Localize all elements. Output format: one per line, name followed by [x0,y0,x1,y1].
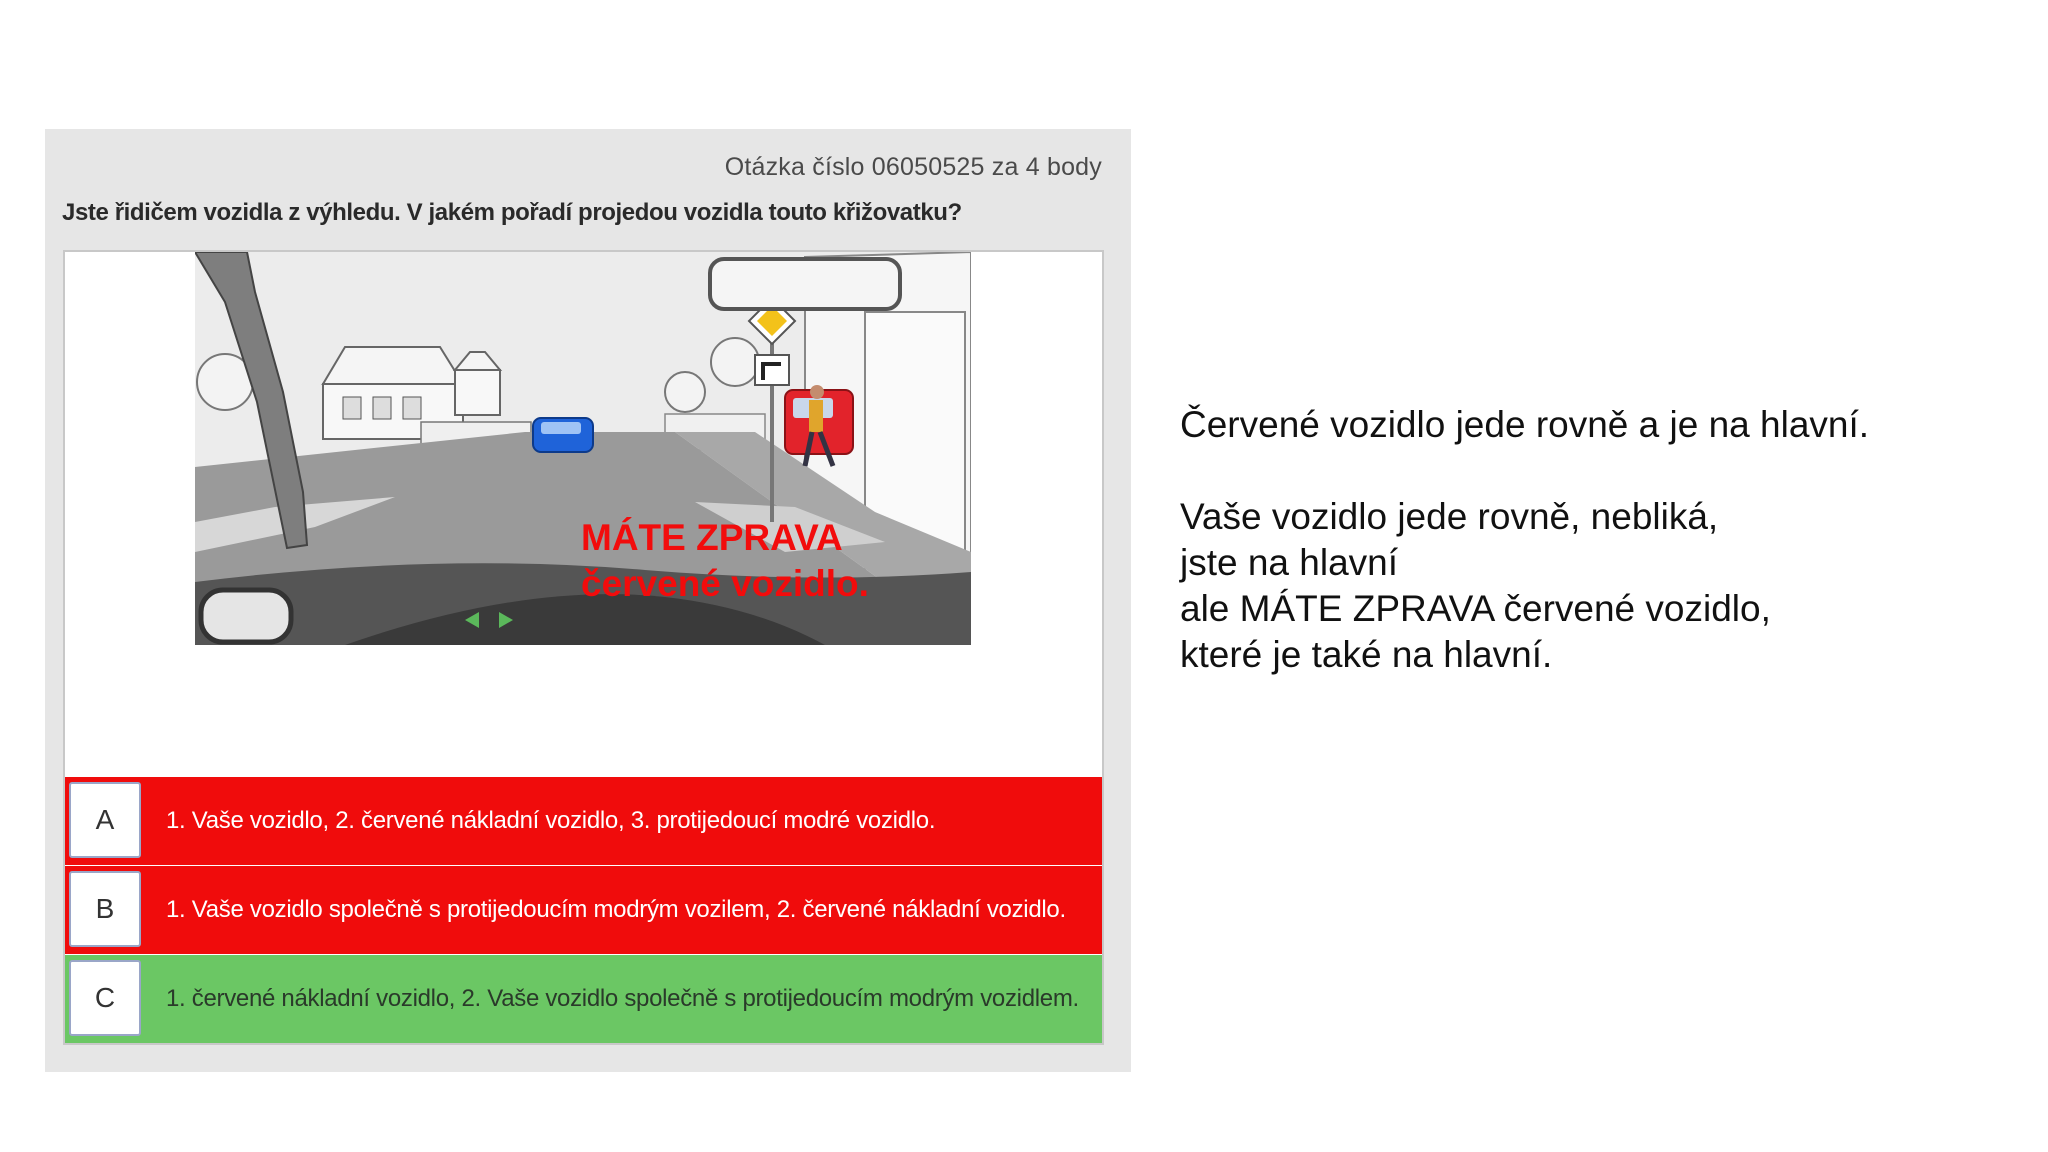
explanation-line: Vaše vozidlo jede rovně, nebliká, [1180,496,1719,537]
answer-letter[interactable]: B [69,871,141,947]
answer-option-a[interactable] [65,777,1102,865]
answer-text: 1. červené nákladní vozidlo, 2. Vaše vozidlo společně s protijedoucím modrým vozidlem. [166,985,1079,1012]
quiz-panel [45,129,1131,1072]
overlay-note-line1: MÁTE ZPRAVA [581,517,843,558]
overlay-note [581,515,869,607]
explanation [1180,402,1869,678]
answer-option-b[interactable] [65,866,1102,954]
answer-text: 1. Vaše vozidlo společně s protijedoucím modrým vozilem, 2. červené nákladní vozidlo. [166,896,1066,923]
answer-text: 1. Vaše vozidlo, 2. červené nákladní vozidlo, 3. protijedoucí modré vozidlo. [166,807,936,834]
explanation-line: jste na hlavní [1180,542,1399,583]
explanation-line: Červené vozidlo jede rovně a je na hlavní. [1180,404,1870,445]
question-card [63,250,1104,1045]
overlay-note-line2: červené vozidlo. [581,563,869,604]
explanation-line: které je také na hlavní. [1180,634,1553,675]
explanation-line: ale MÁTE ZPRAVA červené vozidlo, [1180,588,1771,629]
answer-letter[interactable]: C [69,960,141,1036]
question-number: Otázka číslo 06050525 za 4 body [724,153,1102,181]
question-text: Jste řidičem vozidla z výhledu. V jakém pořadí projedou vozidla touto křižovatku? [62,199,962,226]
answer-option-c[interactable] [65,955,1102,1043]
answer-letter[interactable]: A [69,782,141,858]
